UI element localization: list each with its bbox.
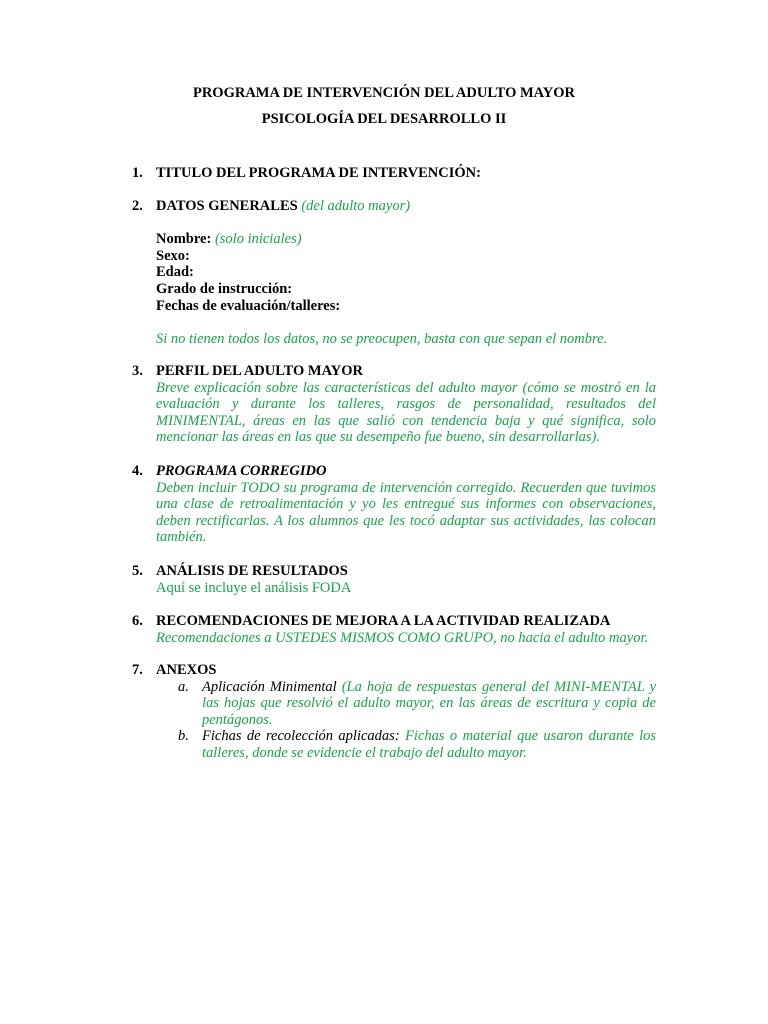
sexo-label: Sexo: xyxy=(156,247,190,264)
annex-item-a xyxy=(178,679,656,729)
document-subtitle: PSICOLOGÍA DEL DESARROLLO II xyxy=(261,111,507,127)
section-number: 4. xyxy=(132,463,143,479)
annex-item-b xyxy=(178,728,656,761)
section-heading: RECOMENDACIONES DE MEJORA A LA ACTIVIDAD REALIZADA xyxy=(156,613,611,629)
annex-label: Aplicación Minimental xyxy=(202,678,337,695)
annex-label: Fichas de recolección aplicadas: xyxy=(202,728,400,745)
section-number: 7. xyxy=(132,662,143,678)
section-heading: TITULO DEL PROGRAMA DE INTERVENCIÓN: xyxy=(156,165,481,181)
section-2 xyxy=(132,198,656,347)
section-heading: ANÁLISIS DE RESULTADOS xyxy=(156,563,348,579)
section-number: 6. xyxy=(132,613,143,629)
section-heading: PERFIL DEL ADULTO MAYOR xyxy=(156,363,363,379)
section-note: (del adulto mayor) xyxy=(301,198,411,214)
document-title: PROGRAMA DE INTERVENCIÓN DEL ADULTO MAYOR xyxy=(192,85,576,101)
annex-text: (La hoja de respuestas general del MINI-MENTAL y las hojas que resolvió el adulto mayor, en las áreas de escritura y copia de pentágonos. xyxy=(202,678,657,728)
section-1 xyxy=(132,165,656,182)
section-6 xyxy=(132,613,656,646)
section-number: 5. xyxy=(132,563,143,579)
section-number: 2. xyxy=(132,198,143,214)
section-text: Recomendaciones a USTEDES MISMOS COMO GRUPO, no hacia el adulto mayor. xyxy=(156,629,649,646)
nombre-note: (solo iniciales) xyxy=(214,231,302,248)
section-heading: PROGRAMA CORREGIDO xyxy=(156,463,327,479)
section-heading: DATOS GENERALES xyxy=(156,198,298,214)
section-text: Breve explicación sobre las características del adulto mayor (cómo se mostró en la evaluación y durante los talleres, rasgos de personalidad, resultados del MINIMENTAL, áreas en las que salió con tendencia baja y qué significa, solo mencionar las áreas en las que su desempeño fue bueno, sin desarrollarlas). xyxy=(156,379,656,446)
section-3 xyxy=(132,363,656,446)
section-7 xyxy=(132,662,656,762)
fechas-label: Fechas de evaluación/talleres: xyxy=(156,297,341,314)
section-text: Aquí se incluye el análisis FODA xyxy=(156,579,352,596)
section-number: 1. xyxy=(132,165,143,181)
section-footnote: Si no tienen todos los datos, no se preocupen, basta con que sepan el nombre. xyxy=(156,330,608,347)
section-4 xyxy=(132,463,656,546)
nombre-label: Nombre: xyxy=(156,231,212,248)
edad-label: Edad: xyxy=(156,264,194,281)
grado-label: Grado de instrucción: xyxy=(156,280,293,297)
section-5 xyxy=(132,563,656,596)
annex-letter: b. xyxy=(178,728,189,745)
section-number: 3. xyxy=(132,363,143,379)
annex-text: Fichas o material que usaron durante los talleres, donde se evidencie el trabajo del adulto mayor. xyxy=(202,728,657,761)
section-heading: ANEXOS xyxy=(156,662,217,678)
annex-letter: a. xyxy=(178,678,189,695)
section-text: Deben incluir TODO su programa de intervención corregido. Recuerden que tuvimos una clase de retroalimentación y yo les entregué sus informes con observaciones, deben rectificarlas. A los alumnos que les tocó adaptar sus actividades, las colocan también. xyxy=(156,479,656,546)
